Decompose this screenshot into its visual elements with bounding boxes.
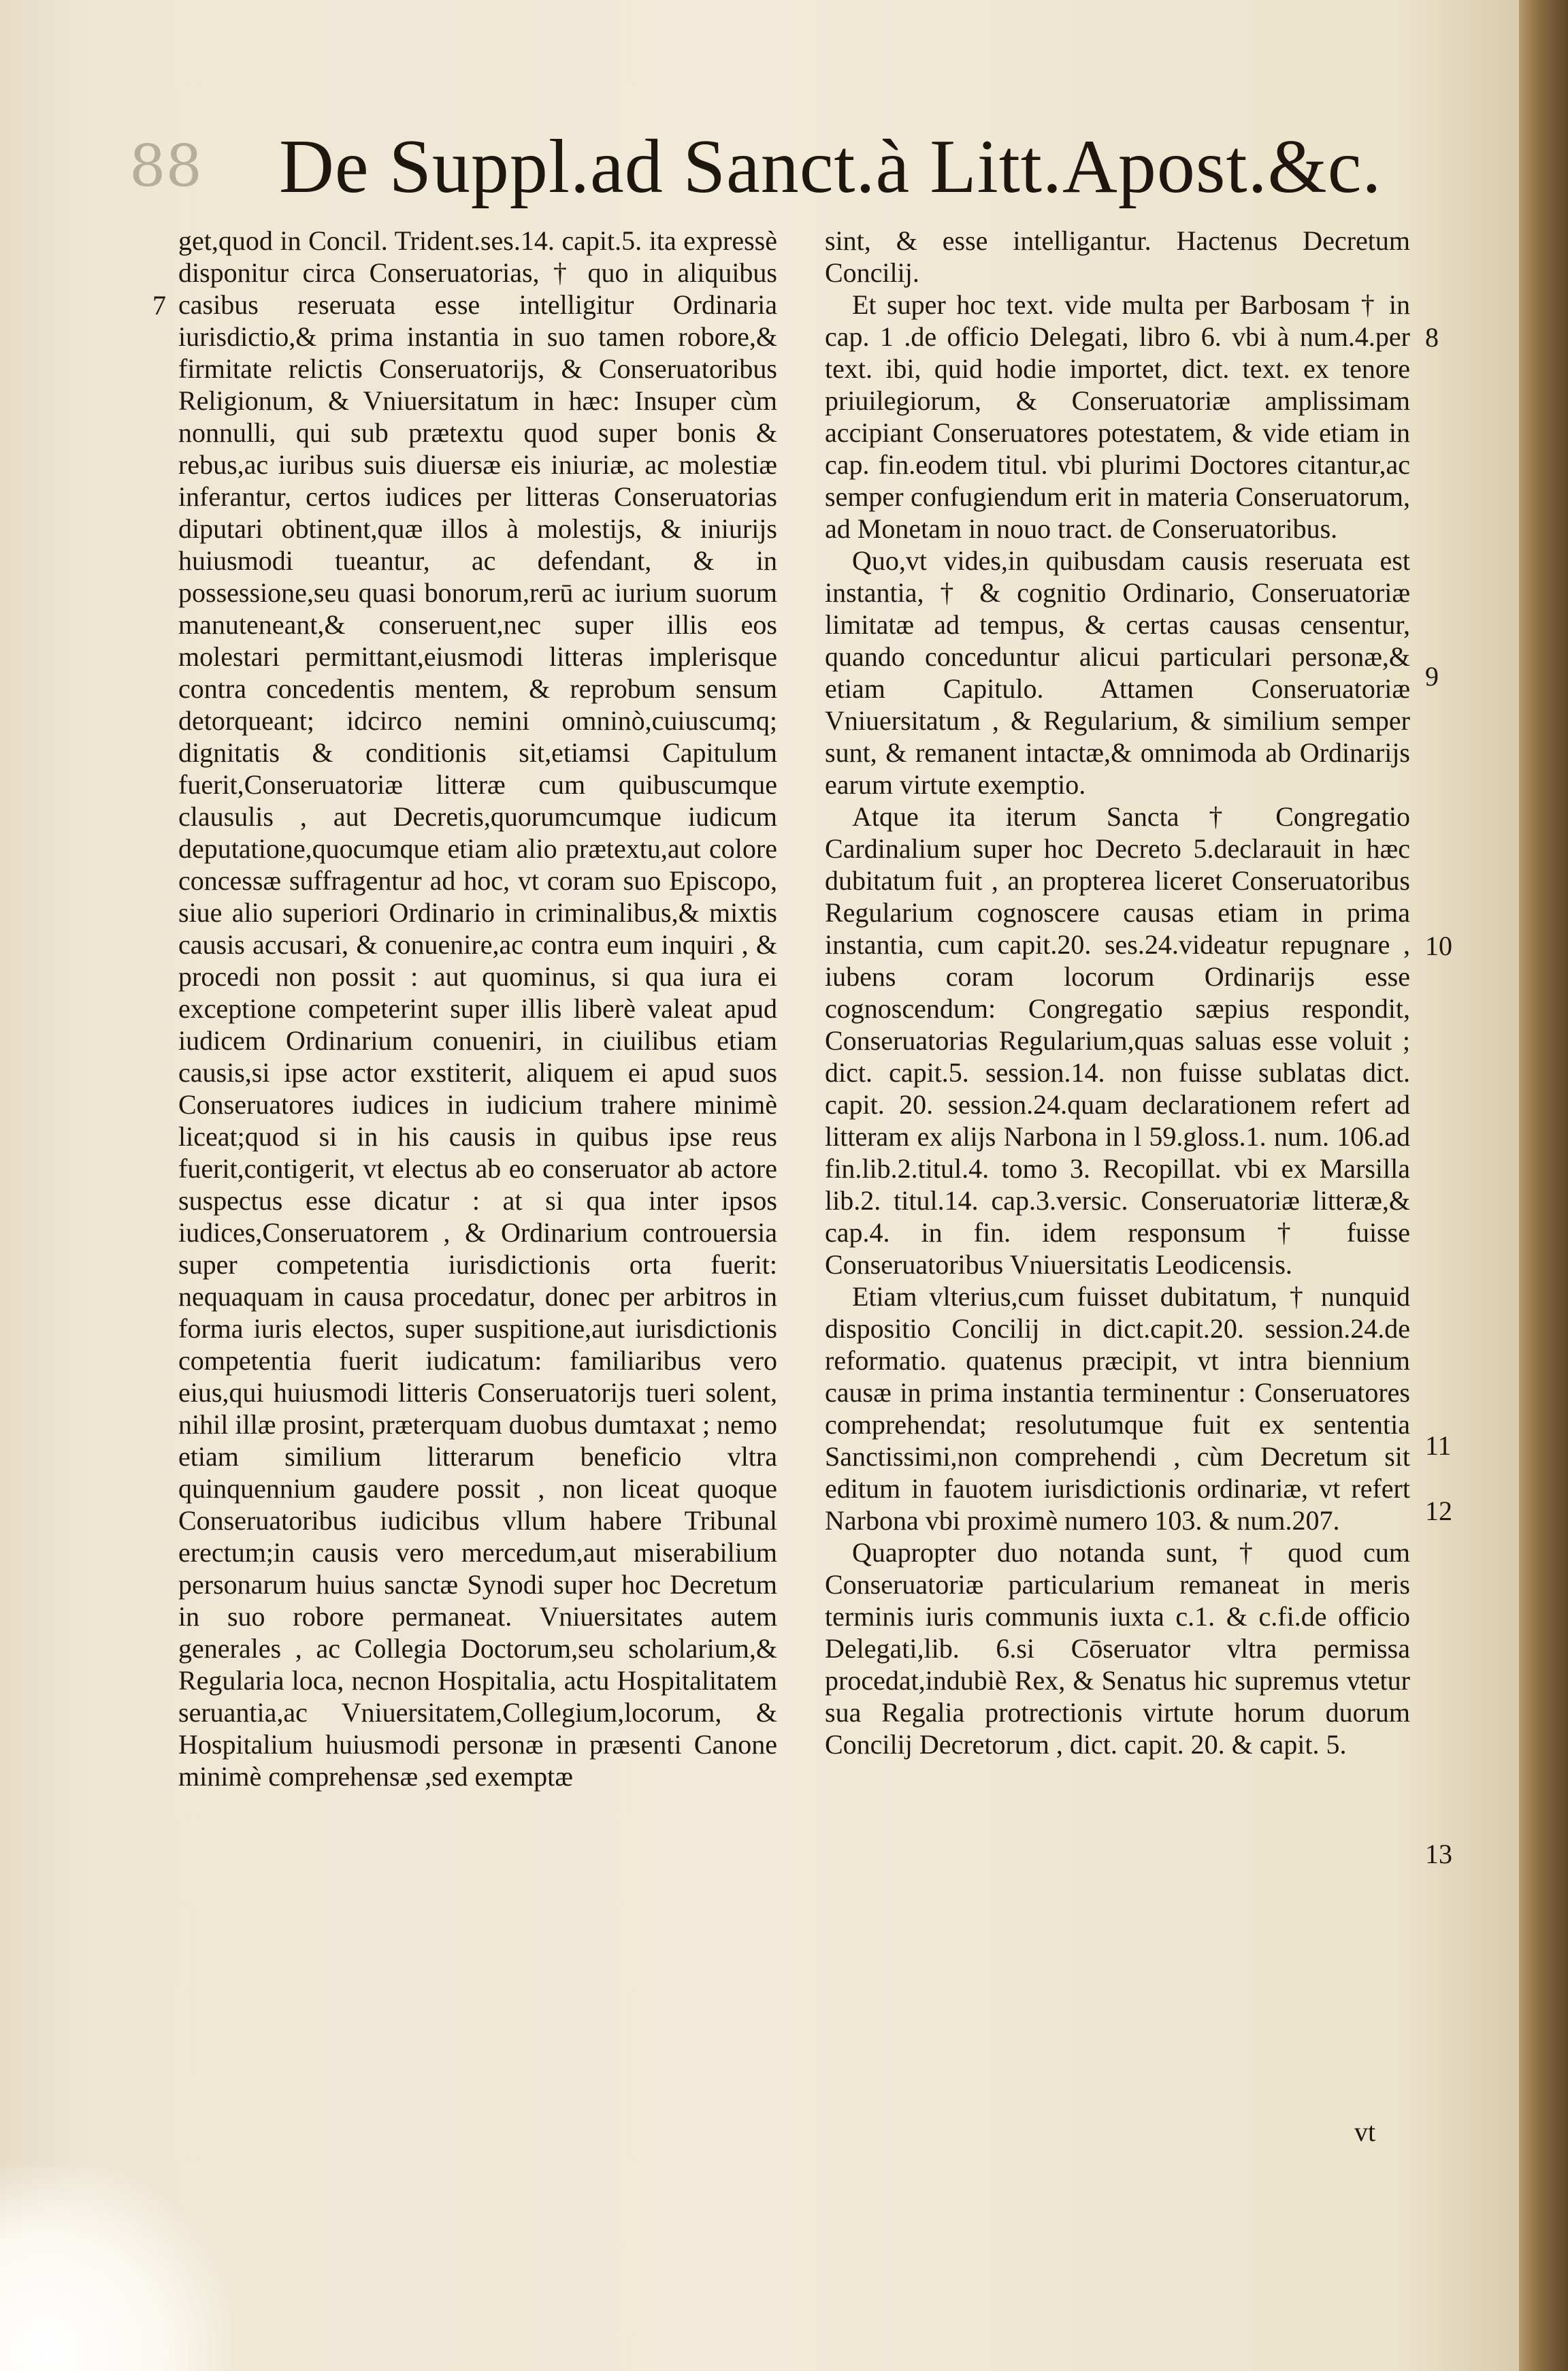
right-paragraph: sint, & esse intelligantur. Hactenus Decretum Concilij. xyxy=(825,225,1410,288)
margin-number: 13 xyxy=(1425,1839,1452,1869)
page-header xyxy=(129,119,1382,214)
right-paragraph: Quo,vt vides,in quibusdam causis reseruata est instantia, † & cognitio Ordinario, Conseruatoriæ limitatæ ad tempus, & certas causas censentur, quando conceduntur alicui particulari personæ,& etiam Capitulo. Attamen Conseruatoriæ Vniuersitatum , & Regularium, & similium semper sunt, & remanent intactæ,& omnimoda ab Ordinarijs earum virtute exemptio. xyxy=(825,545,1410,800)
right-paragraph: Etiam vlterius,cum fuisset dubitatum, † nunquid dispositio Concilij in dict.capit.20. session.24.de reformatio. quatenus præcipit, vt intra biennium causæ in prima instantia terminentur : Conseruatores comprehendat; resolutumque fuit ex sententia Sanctissimi,non comprehendi , cùm Decretum sit editum in fauotem iurisdictionis ordinariæ, vt refert Narbona vbi proximè numero 103. & num.207. xyxy=(825,1281,1410,1536)
folio-number: 88 xyxy=(129,133,202,199)
margin-number: 12 xyxy=(1425,1496,1452,1526)
running-title: De Suppl.ad Sanct.à Litt.Apost.&c. xyxy=(279,125,1382,209)
margin-number: 11 xyxy=(1425,1430,1452,1461)
right-column xyxy=(825,225,1410,1760)
right-paragraph: Quapropter duo notanda sunt, † quod cum Conseruatoriæ particularium remaneat in meris terminis iuris communis iuxta c.1. & c.fi.de officio Delegati,lib. 6.si Cōseruator vltra permissa procedat,indubiè Rex, & Senatus hic supremus vtetur sua Regalia protrectionis virtute horum duorum Concilij Decretorum , dict. capit. 20. & capit. 5. xyxy=(825,1537,1410,1760)
margin-number: 8 xyxy=(1425,322,1439,353)
right-paragraph: Et super hoc text. vide multa per Barbosam † in cap. 1 .de officio Delegati, libro 6. vbi à num.4.per text. ibi, quid hodie importet, dict. text. ex tenore priuilegiorum, & Conseruatoriæ amplissimam accipiant Conseruatores potestatem, & vide etiam in cap. fin.eodem titul. vbi plurimi Doctores citantur,ac semper confugiendum erit in materia Conseruatorum, ad Monetam in nouo tract. de Conseruatoribus. xyxy=(825,289,1410,544)
page-gutter-edge xyxy=(1519,0,1568,2371)
margin-number: 9 xyxy=(1425,661,1439,692)
margin-number: 7 xyxy=(152,290,166,321)
catchword: vt xyxy=(1354,2116,1376,2147)
right-paragraph: Atque ita iterum Sancta † Congregatio Cardinalium super hoc Decreto 5.declarauit in hæc dubitatum fuit , an propterea liceret Conseruatoribus Regularium cognoscere causas etiam in prima instantia, cum capit.20. ses.24.videatur repugnare , iubens coram locorum Ordinarijs esse cognoscendum: Congregatio sæpius respondit, Conseruatorias Regularium,quas saluas esse voluit ; dict. capit.5. session.14. non fuisse sublatas dict. capit. 20. session.24.quam declarationem refert ad litteram ex alijs Narbona in l 59.gloss.1. num. 106.ad fin.lib.2.titul.4. tomo 3. Recopillat. vbi ex Marsilla lib.2. titul.14. cap.3.versic. Conseruatoriæ litteræ,& cap.4. in fin. idem responsum † fuisse Conseruatoribus Vniuersitatis Leodicensis. xyxy=(825,801,1410,1280)
left-column-text: get,quod in Concil. Trident.ses.14. capit.5. ita expressè disponitur circa Conseruatorias, † quo in aliquibus casibus reseruata esse intelligitur Ordinaria iurisdictio,& prima instantia in suo tamen robore,& firmitate relictis Conseruatorijs, & Conseruatoribus Religionum, & Vniuersitatum in hæc: Insuper cùm nonnulli, qui sub prætextu quod super bonis & rebus,ac iuribus suis diuersæ eis iniuriæ, ac molestiæ inferantur, certos iudices per litteras Conseruatorias diputari obtinent,quæ illos à molestijs, & iniurijs huiusmodi tueantur, ac defendant, & in possessione,seu quasi bonorum,rerū ac iurium suorum manuteneant,& conseruent,nec super illis eos molestari permittant,eiusmodi litteras implerisque contra concedentis mentem, & reprobum sensum detorqueant; idcirco nemini omninò,cuiuscumq; dignitatis & conditionis sit,etiamsi Capitulum fuerit,Conseruatoriæ litteræ cum quibuscumque clausulis , aut Decretis,quorumcumque iudicum deputatione,quocumque etiam alio prætextu,aut colore concessæ suffragentur ad hoc, vt coram suo Episcopo, siue alio superiori Ordinario in criminalibus,& mixtis causis accusari, & conuenire,ac contra eum inquiri , & procedi non possit : aut quominus, si qua iura ei exceptione competerint super illis liberè valeat apud iudicem Ordinarium conueniri, in ciuilibus etiam causis,si ipse actor exstiterit, aliquem ei apud suos Conseruatores iudices in iudicium trahere minimè liceat;quod si in his causis in quibus ipse reus fuerit,contigerit, vt electus ab eo conseruator ab actore suspectus esse dicatur : at si qua inter ipsos iudices,Conseruatorem , & Ordinarium controuersia super competentia iurisdictionis orta fuerit: nequaquam in causa procedatur, donec per arbitros in forma iuris electos, super suspitione,aut iurisdictionis competentia fuerit iudicatum: familiaribus vero eius,qui huiusmodi litteris Conseruatorijs tueri solent, nihil illæ prosint, præterquam duobus dumtaxat ; nemo etiam similium litterarum beneficio vltra quinquennium gaudere possit , non liceat quoque Conseruatoribus iudicibus vllum habere Tribunal erectum;in causis vero mercedum,aut miserabilium personarum huius sanctæ Synodi super hoc Decretum in suo robore permaneat. Vniuersitates autem generales , ac Collegia Doctorum,seu scholarium,& Regularia loca, necnon Hospitalia, actu Hospitalitatem seruantia,ac Vniuersitatem,Collegium,locorum, & Hospitalium huiusmodi personæ in præsenti Canone minimè comprehensæ ,sed exemptæ xyxy=(178,225,777,1792)
left-column xyxy=(178,225,777,1792)
paper-stain xyxy=(0,2167,231,2371)
margin-number: 10 xyxy=(1425,931,1452,961)
